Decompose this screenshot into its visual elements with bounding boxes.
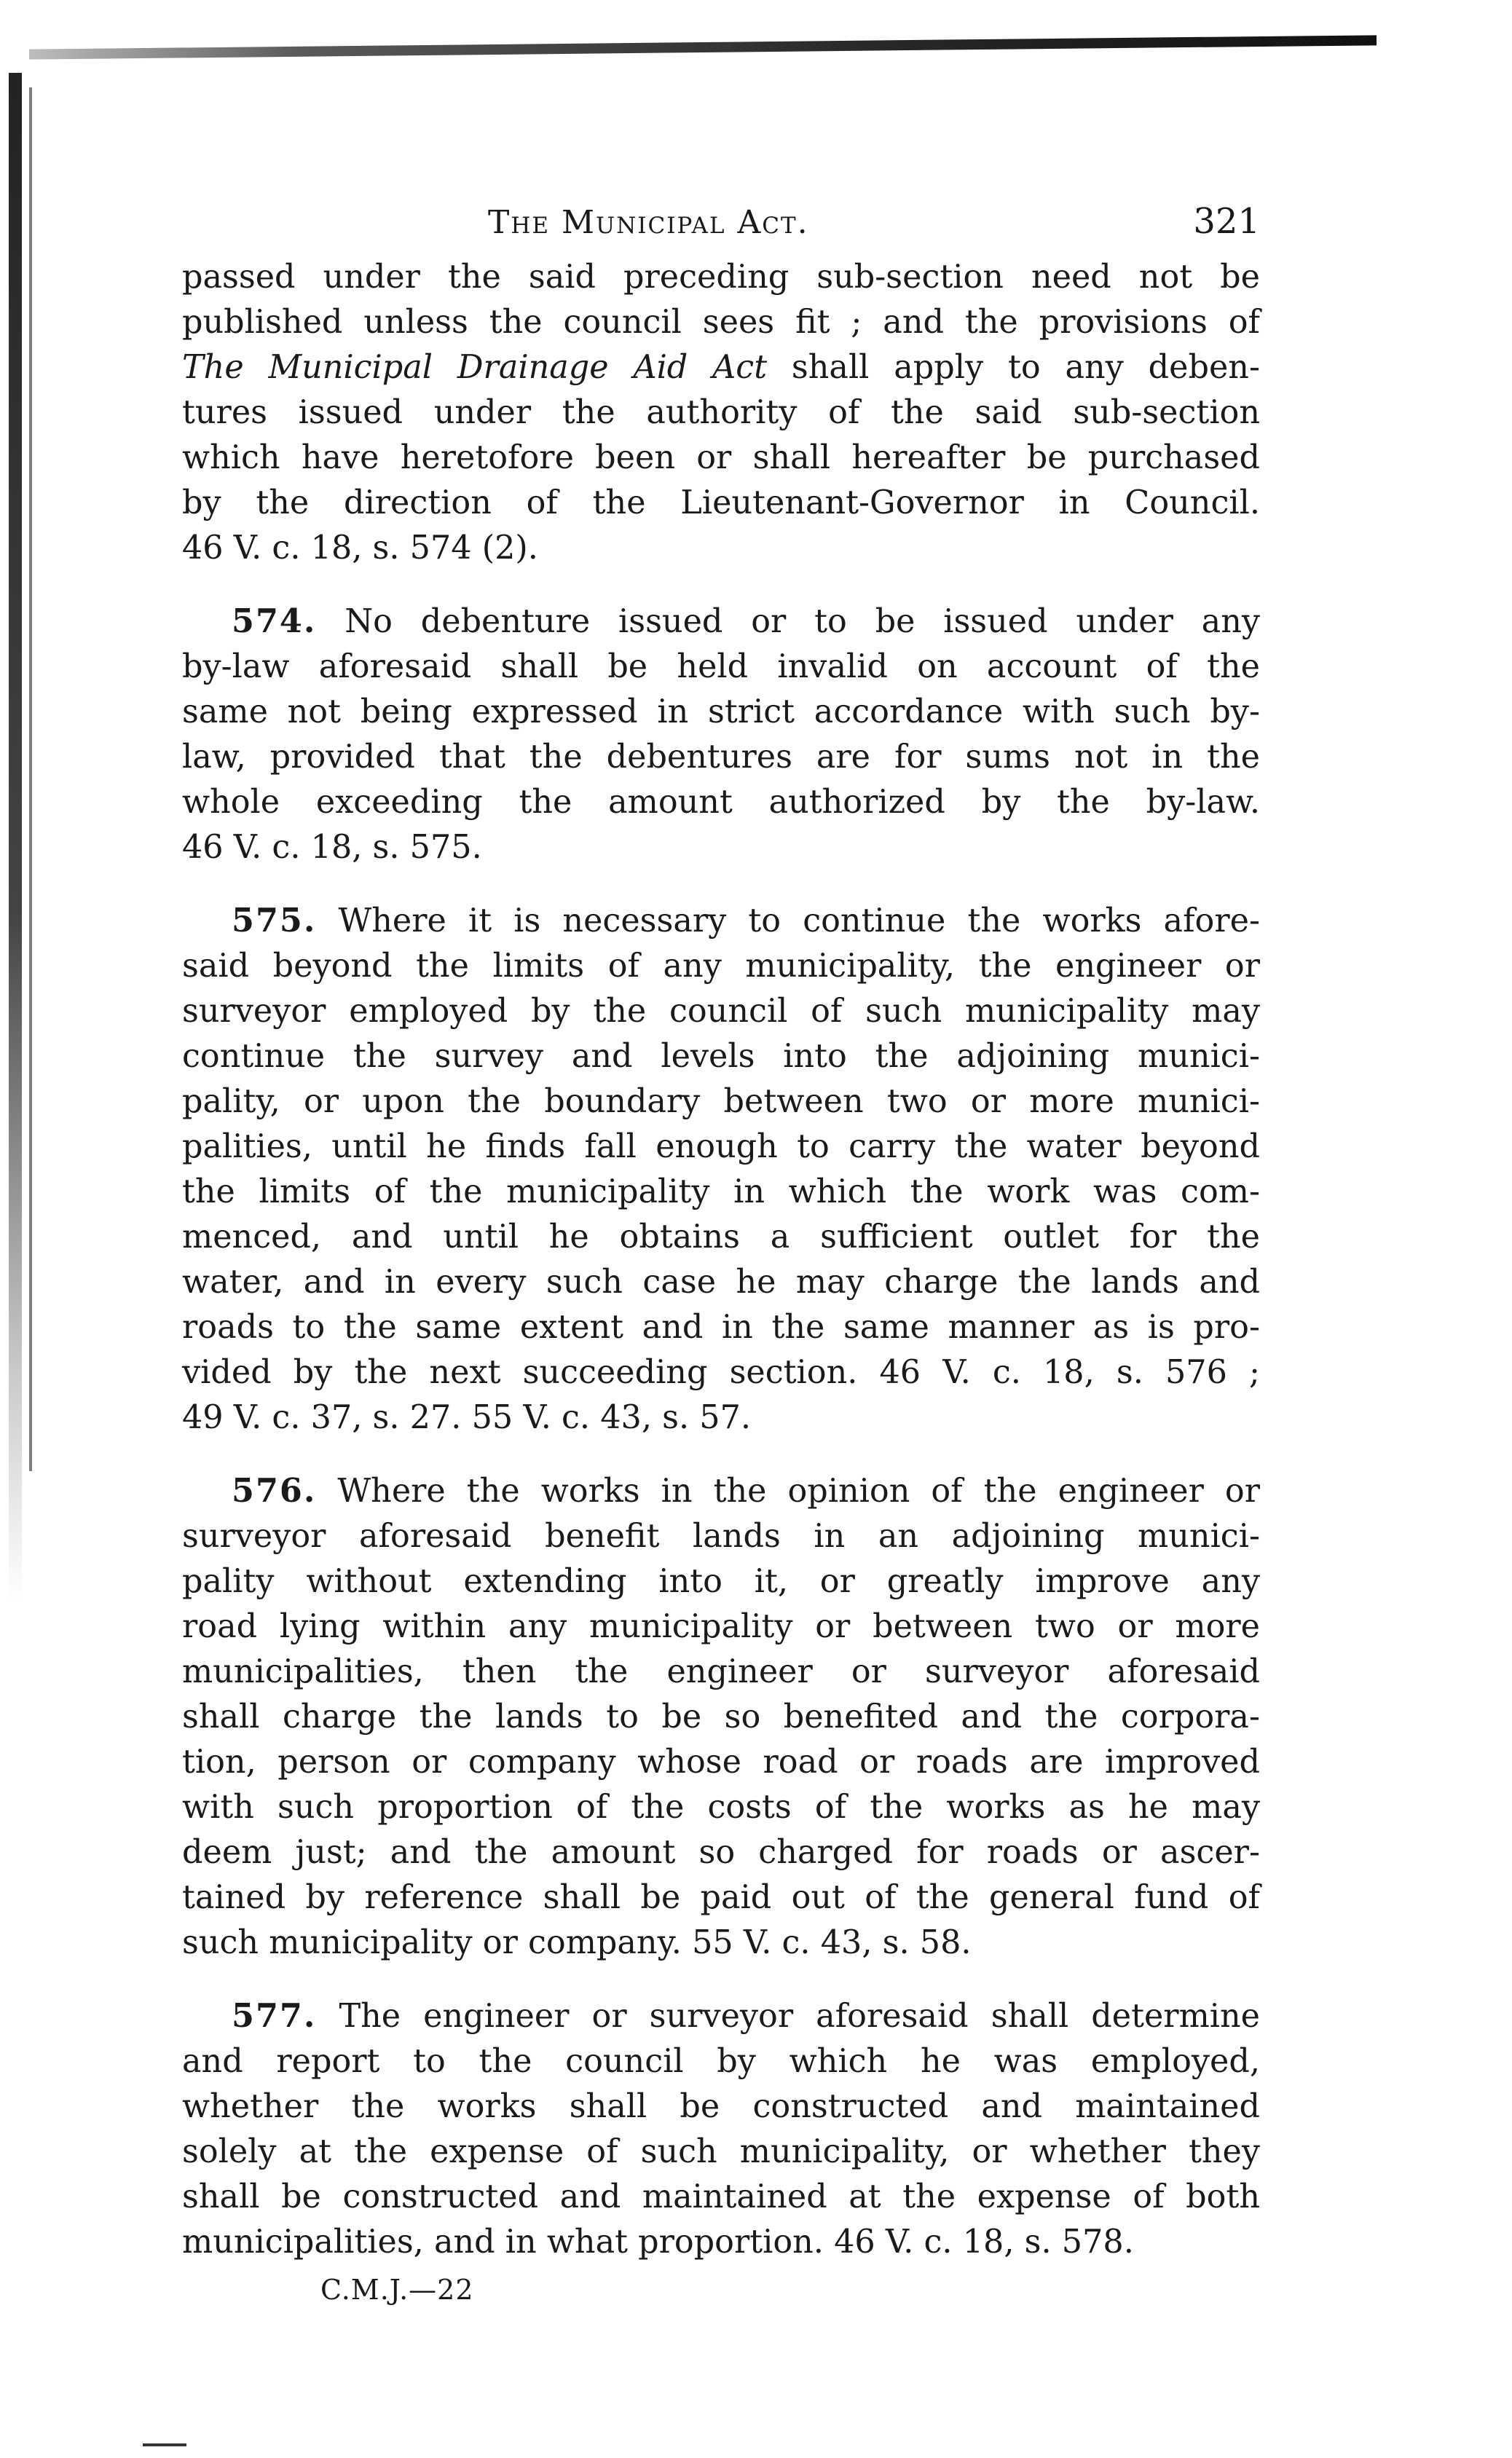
section-number: 574.	[232, 602, 317, 640]
text-line: by-law aforesaid shall be held invalid on account of the	[182, 648, 1260, 685]
citation-line: 49 V. c. 37, s. 27. 55 V. c. 43, s. 57.	[182, 1399, 752, 1436]
text-line: water, and in every such case he may charge the lands and	[182, 1264, 1260, 1301]
text-line: municipalities, then the engineer or surveyor aforesaid	[182, 1653, 1260, 1690]
section-first-line	[182, 1993, 1260, 2039]
text-fragment: Where the works in the opinion of the engineer or	[316, 1473, 1260, 1510]
printer-signature-mark: C.M.J.—22	[320, 2274, 474, 2306]
text-fragment: shall apply to any deben-	[767, 349, 1260, 386]
running-head-title: The Municipal Act.	[488, 204, 809, 241]
section-first-line	[182, 1468, 1260, 1514]
text-line: law, provided that the debentures are for sums not in the	[182, 738, 1260, 776]
section-574	[182, 599, 1260, 870]
section-number: 577.	[232, 1997, 317, 2035]
text-line: by the direction of the Lieutenant-Governor in Council.	[182, 484, 1260, 521]
running-head	[182, 197, 1260, 255]
text-line: and report to the council by which he was employed,	[182, 2043, 1260, 2080]
text-fragment: The engineer or surveyor aforesaid shall determine	[316, 1998, 1260, 2035]
citation-line: 46 V. c. 18, s. 575.	[182, 829, 482, 866]
section-number: 576.	[232, 1472, 317, 1510]
text-line: whether the works shall be constructed and maintained	[182, 2088, 1260, 2125]
text-fragment: No debenture issued or to be issued under any	[316, 603, 1260, 640]
section-575	[182, 898, 1260, 1441]
text-line: which have heretofore been or shall hereafter be purchased	[182, 439, 1260, 476]
text-line: roads to the same extent and in the same manner as is pro-	[182, 1309, 1260, 1346]
text-line: menced, and until he obtains a sufficient outlet for the	[182, 1218, 1260, 1256]
text-line: shall be constructed and maintained at the expense of both	[182, 2178, 1260, 2215]
text-line: vided by the next succeeding section. 46 V. c. 18, s. 576 ;	[182, 1354, 1260, 1391]
section-577	[182, 1993, 1260, 2265]
text-fragment: Where it is necessary to continue the works afore-	[316, 902, 1260, 940]
citation-line: such municipality or company. 55 V. c. 43, s. 58.	[182, 1924, 972, 1961]
page-body	[182, 197, 1260, 2306]
citation-line: 46 V. c. 18, s. 574 (2).	[182, 529, 538, 567]
text-line	[182, 345, 1260, 390]
text-line: palities, until he finds fall enough to carry the water beyond	[182, 1128, 1260, 1165]
text-line: published unless the council sees fit ; and the provisions of	[182, 304, 1260, 341]
text-line: solely at the expense of such municipality, or whether they	[182, 2133, 1260, 2170]
text-line: the limits of the municipality in which the work was com-	[182, 1173, 1260, 1210]
section-first-line	[182, 599, 1260, 645]
text-line: tion, person or company whose road or roads are improved	[182, 1744, 1260, 1781]
text-line: passed under the said preceding sub-section need not be	[182, 259, 1260, 296]
text-line: continue the survey and levels into the adjoining munici-	[182, 1038, 1260, 1075]
text-line: with such proportion of the costs of the works as he may	[182, 1789, 1260, 1826]
binding-edge-line	[29, 87, 32, 1471]
binding-edge-shadow	[9, 73, 22, 1602]
text-line: road lying within any municipality or between two or more	[182, 1608, 1260, 1645]
act-title: The Municipal Drainage Aid Act	[182, 349, 768, 386]
citation-line: municipalities, and in what proportion. 46 V. c. 18, s. 578.	[182, 2223, 1134, 2261]
text-line: said beyond the limits of any municipality, the engineer or	[182, 948, 1260, 985]
text-line: tures issued under the authority of the said sub-section	[182, 394, 1260, 431]
bottom-scan-mark	[143, 2443, 186, 2446]
continued-paragraph	[182, 255, 1260, 571]
text-line: whole exceeding the amount authorized by the by-law.	[182, 784, 1260, 821]
text-line: same not being expressed in strict accordance with such by-	[182, 693, 1260, 730]
page-number: 321	[1193, 201, 1260, 242]
text-line: deem just; and the amount so charged for roads or ascer-	[182, 1834, 1260, 1871]
text-line: shall charge the lands to be so benefited and the corpora-	[182, 1698, 1260, 1736]
section-number: 575.	[232, 902, 317, 940]
section-576	[182, 1468, 1260, 1966]
section-first-line	[182, 898, 1260, 944]
text-line: pality, or upon the boundary between two or more munici-	[182, 1083, 1260, 1120]
text-line: tained by reference shall be paid out of the general fund of	[182, 1879, 1260, 1916]
top-rule-scan-artifact	[29, 35, 1377, 59]
text-line: surveyor aforesaid benefit lands in an adjoining munici-	[182, 1518, 1260, 1555]
text-line: surveyor employed by the council of such municipality may	[182, 993, 1260, 1030]
text-line: pality without extending into it, or greatly improve any	[182, 1563, 1260, 1600]
